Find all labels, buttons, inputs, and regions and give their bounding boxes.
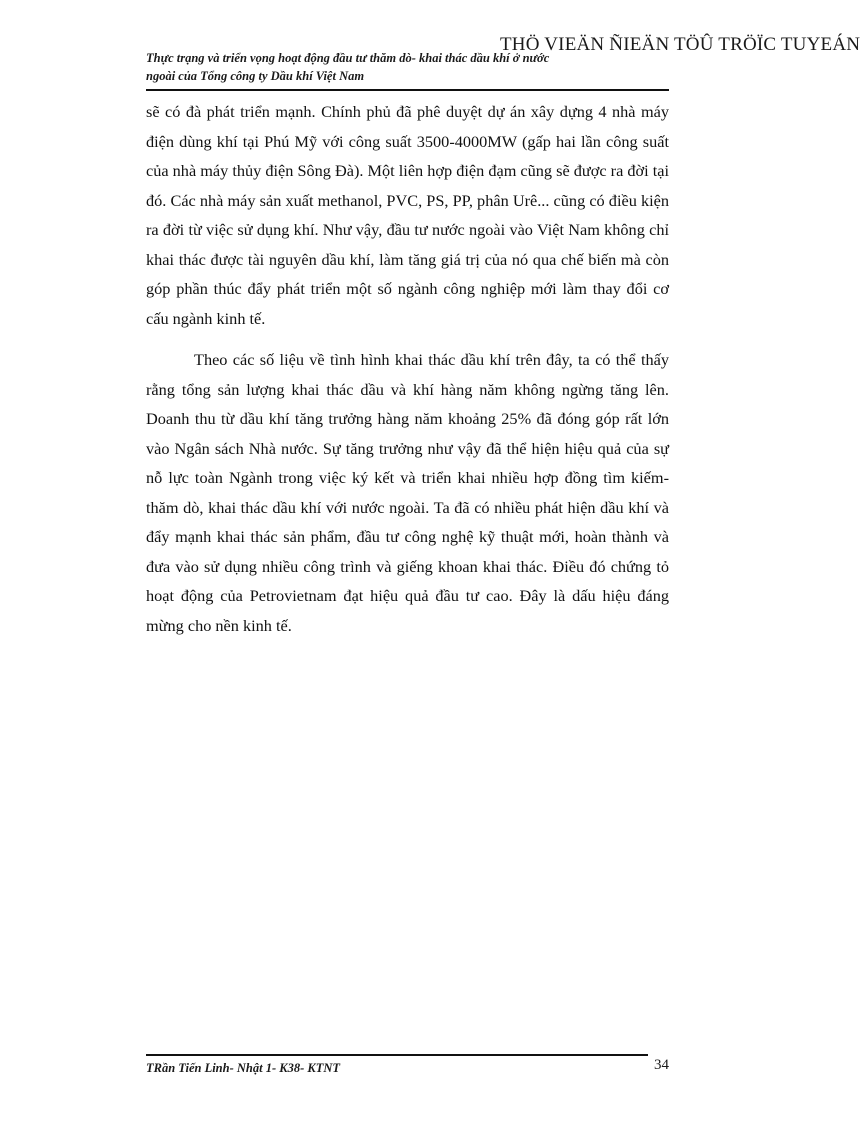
- watermark-text: THÖ VIEÄN ÑIEÄN TÖÛ TRÖÏC TUYEÁN: [500, 34, 860, 55]
- header-divider: [146, 89, 669, 91]
- header-line-2: ngoài của Tổng công ty Dầu khí Việt Nam: [146, 69, 365, 83]
- body-paragraph-2: Theo các số liệu về tình hình khai thác dầu khí trên đây, ta có thể thấy rằng tổng sản lượng khai thác dầu và khí hàng năm không ngừng tăng lên. Doanh thu từ dầu khí tăng trưởng hàng năm khoảng 25% đã đóng góp rất lớn vào Ngân sách Nhà nước. Sự tăng trưởng như vậy đã thể hiện hiệu quả của sự nỗ lực toàn Ngành trong việc ký kết và triển khai nhiều hợp đồng tìm kiếm-thăm dò, khai thác dầu khí với nước ngoài. Ta đã có nhiều phát hiện dầu khí và đẩy mạnh khai thác sản phẩm, đầu tư công nghệ kỹ thuật mới, hoàn thành và đưa vào sử dụng nhiều công trình và giếng khoan khai thác. Điều đó chứng tỏ hoạt động của Petrovietnam đạt hiệu quả đầu tư cao. Đây là dấu hiệu đáng mừng cho nền kinh tế.: [146, 350, 669, 635]
- running-header: [146, 49, 676, 85]
- footer-divider: [146, 1054, 648, 1056]
- body-paragraph-1: sẽ có đà phát triển mạnh. Chính phủ đã phê duyệt dự án xây dựng 4 nhà máy điện dùng khí tại Phú Mỹ với công suất 3500-4000MW (gấp hai lần công suất của nhà máy thủy điện Sông Đà). Một liên hợp điện đạm cũng sẽ được ra đời tại đó. Các nhà máy sản xuất methanol, PVC, PS, PP, phân Urê... cũng có điều kiện ra đời từ việc sử dụng khí. Như vậy, đầu tư nước ngoài vào Việt Nam không chỉ khai thác được tài nguyên dầu khí, làm tăng giá trị của nó qua chế biến mà còn góp phần thúc đẩy phát triển một số ngành công nghiệp mới làm thay đổi cơ cấu ngành kinh tế.: [146, 102, 669, 328]
- page-number: 34: [654, 1057, 669, 1073]
- page-body: [146, 97, 669, 640]
- footer-author: TRần Tiến Linh- Nhật 1- K38- KTNT: [146, 1061, 340, 1075]
- header-line-1: Thực trạng và triển vọng hoạt động đầu tư thăm dò- khai thác dầu khí ở nước: [146, 51, 550, 65]
